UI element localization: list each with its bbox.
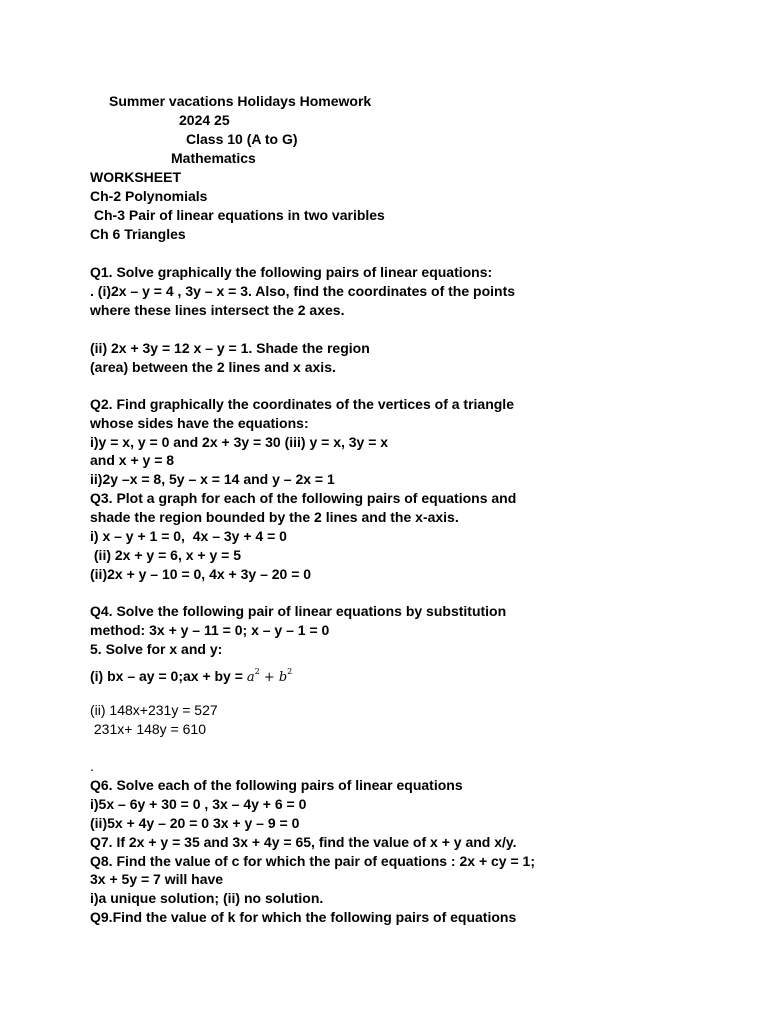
q3-line: shade the region bounded by the 2 lines and the x-axis. — [90, 509, 459, 525]
q1-title: Q1. Solve graphically the following pairs of linear equations: — [90, 264, 493, 280]
q3-title: Q3. Plot a graph for each of the following pairs of equations and — [90, 490, 517, 506]
q5-math-expression — [246, 667, 293, 685]
q3-line: (ii)2x + y – 10 = 0, 4x + 3y – 20 = 0 — [90, 566, 312, 582]
q9-title: Q9.Find the value of k for which the following pairs of equations — [90, 909, 517, 925]
q5-title: 5. Solve for x and y: — [90, 641, 223, 657]
q3-line: i) x – y + 1 = 0, 4x – 3y + 4 = 0 — [90, 528, 287, 544]
q1-line: (area) between the 2 lines and x axis. — [90, 359, 336, 375]
q1-line: where these lines intersect the 2 axes. — [90, 302, 345, 318]
q2-line: whose sides have the equations: — [90, 415, 309, 431]
q8-line: 3x + 5y = 7 will have — [90, 871, 224, 887]
q2-title: Q2. Find graphically the coordinates of the vertices of a triangle — [90, 396, 514, 412]
q2-line: and x + y = 8 — [90, 452, 175, 468]
q5-math-plus: + — [259, 670, 279, 685]
worksheet-label: WORKSHEET — [90, 169, 181, 185]
q5-math-b-exponent: 2 — [287, 667, 293, 676]
q5-part2-line: 231x+ 148y = 610 — [90, 721, 206, 737]
q5-part1 — [90, 662, 292, 687]
q2-line: ii)2y –x = 8, 5y – x = 14 and y – 2x = 1 — [90, 471, 335, 487]
q6-line: i)5x – 6y + 30 = 0 , 3x – 4y + 6 = 0 — [90, 796, 307, 812]
q5-part2-line: (ii) 148x+231y = 527 — [90, 702, 218, 718]
q4-title: Q4. Solve the following pair of linear equations by substitution — [90, 603, 507, 619]
q1-line: . (i)2x – y = 4 , 3y – x = 3. Also, find the coordinates of the points — [90, 283, 516, 299]
q2-line: i)y = x, y = 0 and 2x + 3y = 30 (iii) y = x, 3y = x — [90, 434, 389, 450]
q6-title: Q6. Solve each of the following pairs of linear equations — [90, 777, 463, 793]
chapter-item: Ch-2 Polynomials — [90, 188, 208, 204]
q7-title: Q7. If 2x + y = 35 and 3x + 4y = 65, find the value of x + y and x/y. — [90, 834, 517, 850]
class-label: Class 10 (A to G) — [186, 131, 298, 147]
q5-math-a: a — [246, 670, 255, 685]
homework-title: Summer vacations Holidays Homework — [109, 93, 372, 109]
q8-line: i)a unique solution; (ii) no solution. — [90, 890, 324, 906]
q5-math-a-exponent: 2 — [254, 667, 260, 676]
q4-line: method: 3x + y – 11 = 0; x – y – 1 = 0 — [90, 622, 330, 638]
q5-math-b: b — [278, 670, 288, 685]
subject-label: Mathematics — [171, 150, 256, 166]
dot-separator: . — [90, 758, 94, 774]
q6-line: (ii)5x + 4y – 20 = 0 3x + y – 9 = 0 — [90, 815, 300, 831]
chapter-item: Ch 6 Triangles — [90, 226, 186, 242]
q5-part1-text: (i) bx – ay = 0;ax + by = — [90, 668, 247, 684]
q1-line: (ii) 2x + 3y = 12 x – y = 1. Shade the region — [90, 340, 370, 356]
chapter-item: Ch-3 Pair of linear equations in two varibles — [90, 207, 385, 223]
q3-line: (ii) 2x + y = 6, x + y = 5 — [90, 547, 241, 563]
session-year: 2024 25 — [179, 112, 230, 128]
q8-title: Q8. Find the value of c for which the pair of equations : 2x + cy = 1; — [90, 853, 535, 869]
